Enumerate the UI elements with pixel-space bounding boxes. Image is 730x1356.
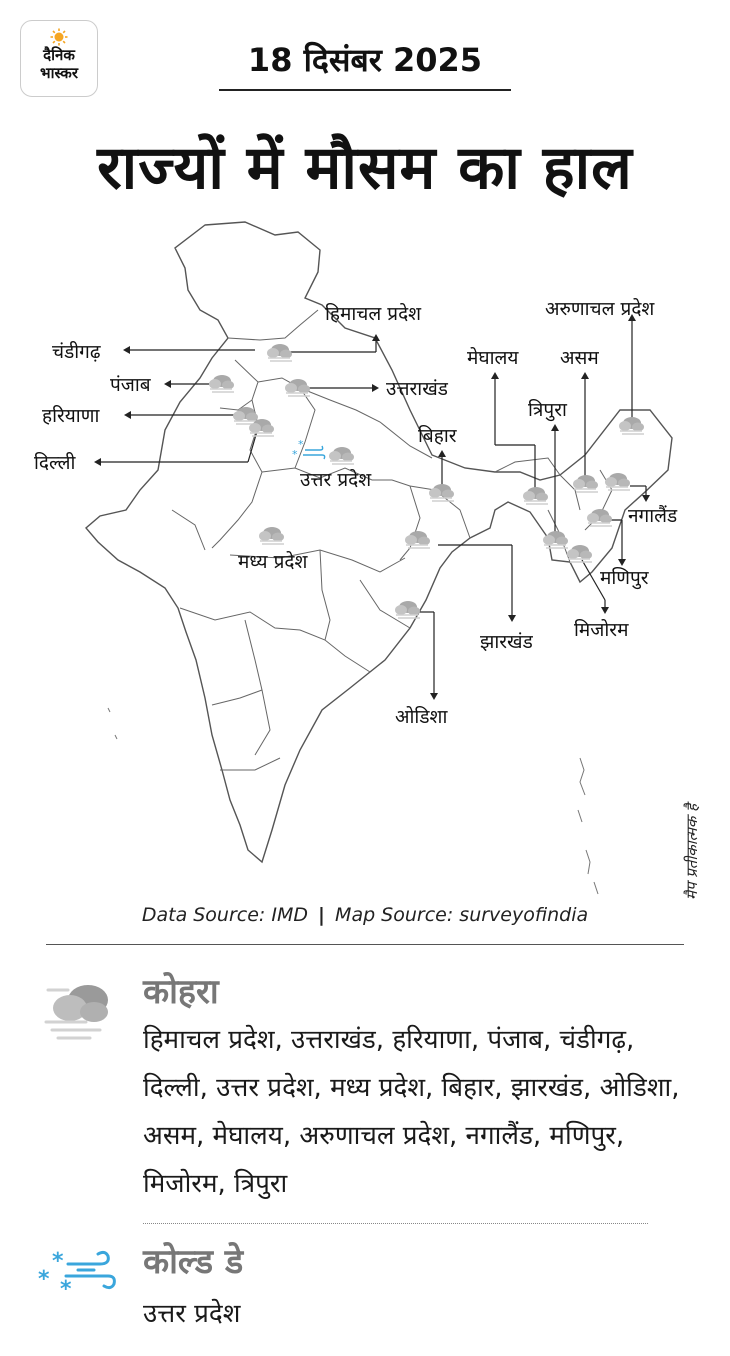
- legend-fog-title: कोहरा: [143, 972, 219, 1012]
- label-punjab: पंजाब: [110, 374, 151, 396]
- legend-cold-day-states: उत्तर प्रदेश: [143, 1299, 241, 1329]
- date-heading: 18 दिसंबर 2025: [247, 41, 483, 79]
- label-bihar: बिहार: [418, 425, 457, 447]
- sun-icon: [50, 28, 68, 46]
- svg-text:*: *: [292, 448, 298, 461]
- label-himachal-pradesh: हिमाचल प्रदेश: [325, 303, 422, 325]
- label-tripura: त्रिपुरा: [528, 399, 567, 421]
- india-weather-map: [0, 210, 730, 910]
- page-title: राज्यों में मौसम का हाल: [97, 133, 633, 203]
- brand-name-line2: भास्कर: [40, 64, 78, 82]
- label-arunachal-pradesh: अरुणाचल प्रदेश: [545, 298, 655, 320]
- label-madhya-pradesh: मध्य प्रदेश: [238, 551, 308, 573]
- label-mizoram: मिजोरम: [574, 619, 629, 641]
- source-separator: |: [318, 904, 325, 926]
- label-assam: असम: [560, 347, 599, 369]
- map-source: Map Source: surveyofindia: [335, 904, 589, 926]
- label-chandigarh: चंडीगढ़: [52, 341, 101, 363]
- brand-name-line1: दैनिक: [43, 46, 75, 64]
- label-haryana: हरियाणा: [42, 405, 100, 427]
- data-source: Data Source: IMD: [141, 904, 308, 926]
- label-jharkhand: झारखंड: [480, 631, 533, 653]
- svg-text:*: *: [60, 1277, 72, 1298]
- svg-text:*: *: [38, 1267, 50, 1292]
- date-underline: [219, 89, 511, 91]
- label-meghalaya: मेघालय: [467, 347, 519, 369]
- label-delhi: दिल्ली: [34, 452, 76, 474]
- source-credit: [0, 904, 730, 926]
- label-nagaland: नगालैंड: [628, 505, 678, 527]
- legend-cold-day-title: कोल्ड डे: [143, 1242, 244, 1282]
- label-uttarakhand: उत्तराखंड: [386, 378, 448, 400]
- legend-fog-states: हिमाचल प्रदेश, उत्तराखंड, हरियाणा, पंजाब, चंडीगढ़, दिल्ली, उत्तर प्रदेश, मध्य प्रदेश, बिहार, झारखंड, ओडिशा, असम, मेघालय, अरुणाचल प्रदेश, नगालैंड, मणिपुर, मिजोरम, त्रिपुरा: [143, 1025, 680, 1199]
- fog-cloud-icon: [42, 978, 114, 1044]
- brand-logo: [20, 20, 98, 97]
- svg-text:*: *: [298, 438, 304, 451]
- cold-wind-icon: [38, 1246, 118, 1298]
- label-manipur: मणिपुर: [600, 567, 649, 589]
- section-divider: [46, 944, 684, 945]
- legend-separator: [143, 1223, 648, 1224]
- svg-text:*: *: [52, 1249, 64, 1274]
- map-disclaimer: मैप प्रतीकात्मक है: [683, 803, 701, 900]
- label-uttar-pradesh: उत्तर प्रदेश: [300, 469, 372, 491]
- label-odisha: ओडिशा: [395, 706, 448, 728]
